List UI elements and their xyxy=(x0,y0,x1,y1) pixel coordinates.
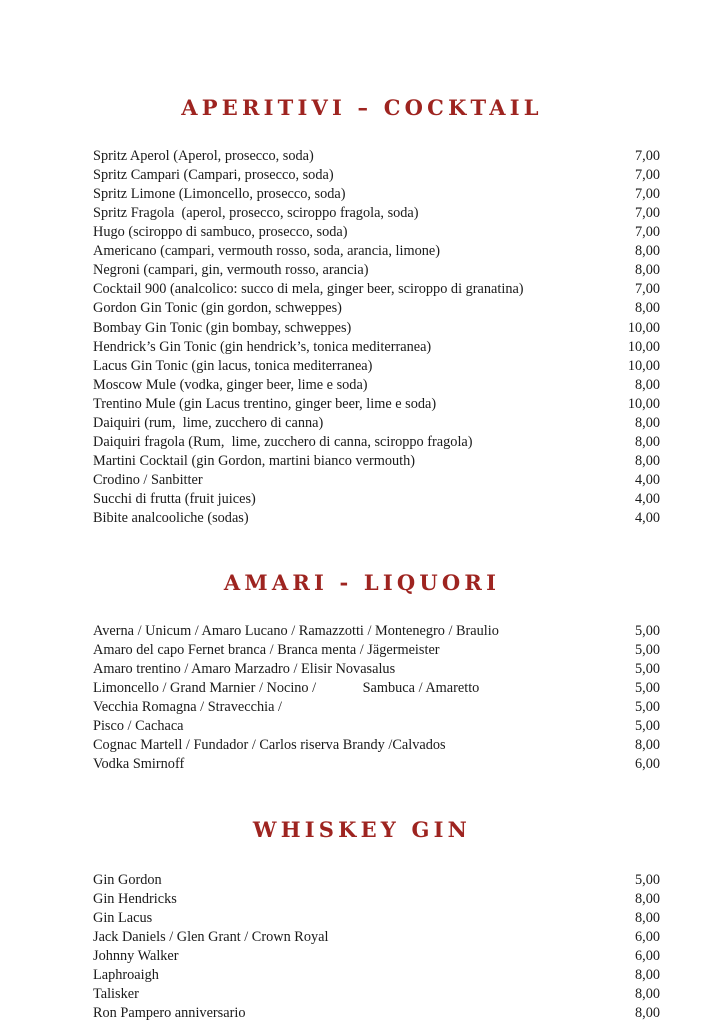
menu-item xyxy=(0,280,724,299)
item-name: Crodino / Sanbitter xyxy=(93,471,203,488)
menu-item xyxy=(0,698,724,717)
menu-item xyxy=(0,338,724,357)
item-name: Succhi di frutta (fruit juices) xyxy=(93,490,256,507)
item-price: 8,00 xyxy=(634,890,660,907)
section-heading-amari: AMARI - LIQUORI xyxy=(223,570,501,596)
menu-item xyxy=(0,261,724,280)
item-price: 5,00 xyxy=(634,680,660,697)
menu-item xyxy=(0,622,724,641)
item-price: 8,00 xyxy=(634,433,660,450)
menu-item xyxy=(0,433,724,452)
menu-item xyxy=(0,947,724,966)
item-price: 7,00 xyxy=(634,167,660,184)
item-name: Vecchia Romagna / Stravecchia / xyxy=(93,699,282,716)
item-price: 7,00 xyxy=(634,205,660,222)
menu-item xyxy=(0,223,724,242)
item-name: Hendrick’s Gin Tonic (gin hendrick’s, tonica mediterranea) xyxy=(93,338,432,355)
menu-item xyxy=(0,871,724,890)
item-price: 4,00 xyxy=(634,509,660,526)
item-price: 5,00 xyxy=(634,642,660,659)
menu-item xyxy=(0,985,724,1004)
menu-item xyxy=(0,717,724,736)
item-name: Negroni (campari, gin, vermouth rosso, arancia) xyxy=(93,262,369,279)
item-name: Johnny Walker xyxy=(93,947,179,964)
item-name: Jack Daniels / Glen Grant / Crown Royal xyxy=(93,928,329,945)
item-name: Lacus Gin Tonic (gin lacus, tonica mediterranea) xyxy=(93,357,373,374)
menu-item xyxy=(0,890,724,909)
item-list-amari xyxy=(0,622,724,774)
menu-item xyxy=(0,1004,724,1023)
item-price: 6,00 xyxy=(634,756,660,773)
item-price: 5,00 xyxy=(634,623,660,640)
menu-section-amari xyxy=(0,571,724,774)
item-price: 5,00 xyxy=(634,871,660,888)
item-name: Gin Hendricks xyxy=(93,890,177,907)
item-name: Amaro del capo Fernet branca / Branca menta / Jägermeister xyxy=(93,642,440,659)
item-price: 5,00 xyxy=(634,718,660,735)
item-price: 5,00 xyxy=(634,661,660,678)
item-price: 8,00 xyxy=(634,452,660,469)
menu-item xyxy=(0,509,724,528)
item-price: 10,00 xyxy=(627,357,660,374)
menu-item xyxy=(0,395,724,414)
menu-item xyxy=(0,679,724,698)
item-price: 8,00 xyxy=(634,1004,660,1021)
item-name: Moscow Mule (vodka, ginger beer, lime e soda) xyxy=(93,376,368,393)
item-price: 8,00 xyxy=(634,985,660,1002)
item-price: 7,00 xyxy=(634,281,660,298)
item-price: 10,00 xyxy=(627,395,660,412)
menu-item xyxy=(0,357,724,376)
item-name: Gordon Gin Tonic (gin gordon, schweppes) xyxy=(93,300,342,317)
section-heading-whiskey: WHISKEY GIN xyxy=(252,816,472,842)
item-price: 7,00 xyxy=(634,186,660,203)
item-name: Talisker xyxy=(93,985,139,1002)
item-price: 7,00 xyxy=(634,224,660,241)
menu-item xyxy=(0,736,724,755)
item-name: Cognac Martell / Fundador / Carlos riserva Brandy /Calvados xyxy=(93,737,446,754)
item-name: Gin Gordon xyxy=(93,871,162,888)
item-price: 8,00 xyxy=(634,300,660,317)
menu-item xyxy=(0,928,724,947)
item-price: 8,00 xyxy=(634,243,660,260)
item-name: Ron Pampero anniversario xyxy=(93,1004,246,1021)
menu-item xyxy=(0,452,724,471)
item-name: Limoncello / Grand Marnier / Nocino / Sambuca / Amaretto xyxy=(93,680,480,697)
menu-item xyxy=(0,755,724,774)
menu-item xyxy=(0,242,724,261)
item-price: 10,00 xyxy=(627,338,660,355)
item-list-aperitivi xyxy=(0,147,724,528)
menu-item xyxy=(0,204,724,223)
menu-section-aperitivi xyxy=(0,96,724,528)
item-price: 8,00 xyxy=(634,414,660,431)
item-price: 6,00 xyxy=(634,947,660,964)
menu-item xyxy=(0,166,724,185)
item-price: 6,00 xyxy=(634,928,660,945)
item-name: Bibite analcooliche (sodas) xyxy=(93,509,249,526)
item-price: 7,00 xyxy=(634,148,660,165)
item-name: Americano (campari, vermouth rosso, soda, arancia, limone) xyxy=(93,243,440,260)
menu-item xyxy=(0,471,724,490)
item-name: Daiquiri (rum, lime, zucchero di canna) xyxy=(93,414,324,431)
item-name: Daiquiri fragola (Rum, lime, zucchero di canna, sciroppo fragola) xyxy=(93,433,473,450)
item-name: Martini Cocktail (gin Gordon, martini bianco vermouth) xyxy=(93,452,416,469)
item-price: 10,00 xyxy=(627,319,660,336)
item-price: 8,00 xyxy=(634,737,660,754)
item-name: Spritz Aperol (Aperol, prosecco, soda) xyxy=(93,148,314,165)
item-name: Vodka Smirnoff xyxy=(93,756,185,773)
menu-item xyxy=(0,909,724,928)
menu-item xyxy=(0,376,724,395)
item-name: Cocktail 900 (analcolico: succo di mela, ginger beer, sciroppo di granatina) xyxy=(93,281,524,298)
item-name: Bombay Gin Tonic (gin bombay, schweppes) xyxy=(93,319,352,336)
menu-item xyxy=(0,299,724,318)
item-price: 8,00 xyxy=(634,262,660,279)
item-price: 8,00 xyxy=(634,966,660,983)
item-price: 8,00 xyxy=(634,376,660,393)
item-list-whiskey xyxy=(0,871,724,1023)
item-price: 4,00 xyxy=(634,490,660,507)
menu-item xyxy=(0,641,724,660)
item-name: Averna / Unicum / Amaro Lucano / Ramazzotti / Montenegro / Braulio xyxy=(93,623,499,640)
item-name: Spritz Limone (Limoncello, prosecco, soda) xyxy=(93,186,346,203)
menu-item xyxy=(0,414,724,433)
item-price: 5,00 xyxy=(634,699,660,716)
item-name: Laphroaigh xyxy=(93,966,159,983)
menu-item xyxy=(0,319,724,338)
item-price: 8,00 xyxy=(634,909,660,926)
menu-item xyxy=(0,660,724,679)
menu-item xyxy=(0,966,724,985)
item-name: Hugo (sciroppo di sambuco, prosecco, soda) xyxy=(93,224,348,241)
menu-item xyxy=(0,185,724,204)
menu-item xyxy=(0,147,724,166)
item-name: Trentino Mule (gin Lacus trentino, ginger beer, lime e soda) xyxy=(93,395,437,412)
item-name: Pisco / Cachaca xyxy=(93,718,184,735)
section-heading-aperitivi: APERITIVI – COCKTAIL xyxy=(181,95,543,120)
menu-item xyxy=(0,490,724,509)
item-name: Spritz Fragola (aperol, prosecco, sciroppo fragola, soda) xyxy=(93,205,419,222)
item-name: Gin Lacus xyxy=(93,909,153,926)
menu-section-whiskey xyxy=(0,818,724,1023)
item-price: 4,00 xyxy=(634,471,660,488)
item-name: Spritz Campari (Campari, prosecco, soda) xyxy=(93,167,334,184)
item-name: Amaro trentino / Amaro Marzadro / Elisir Novasalus xyxy=(93,661,396,678)
